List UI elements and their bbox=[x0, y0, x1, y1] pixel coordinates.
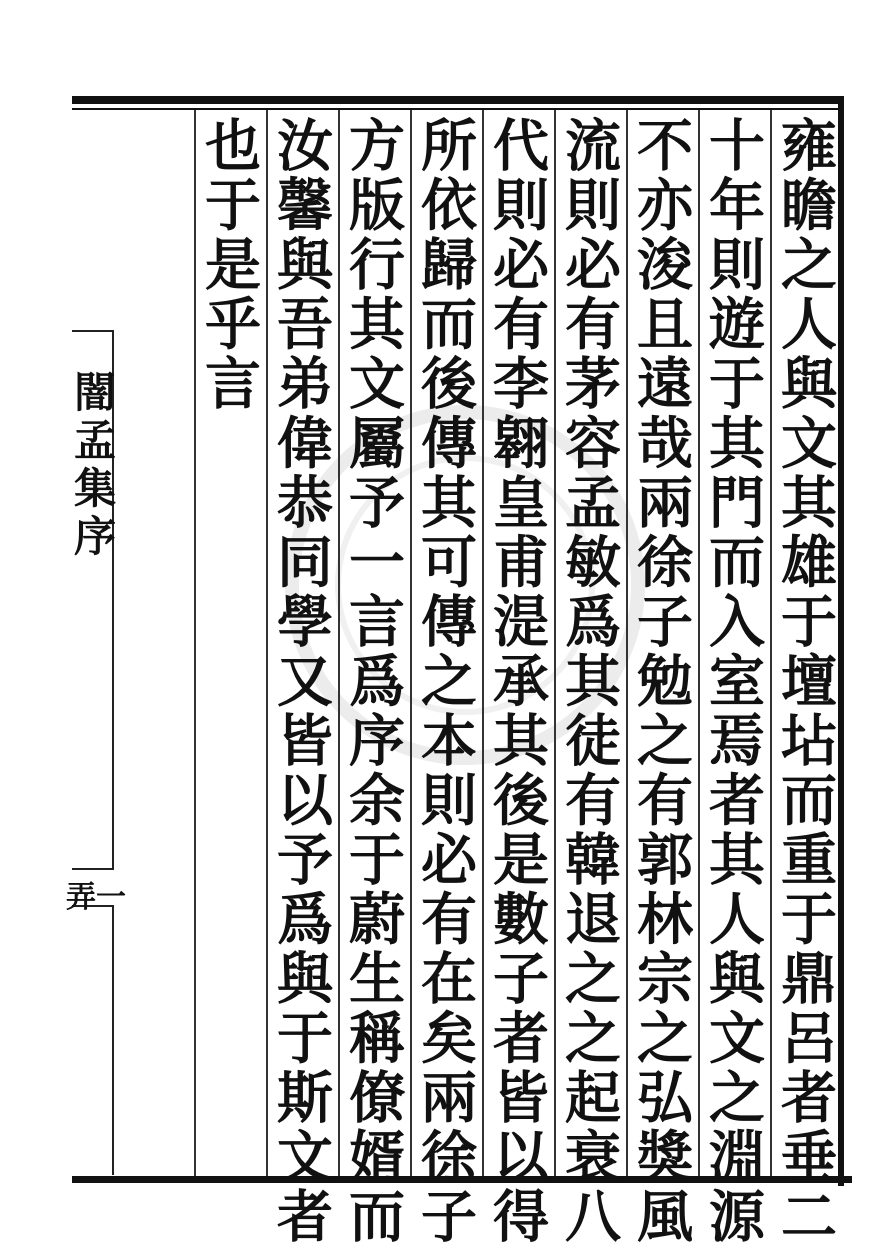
gutter-tick bbox=[72, 868, 114, 870]
text-column-2: 十年則遊于其門而入室焉者其人與文之淵源 bbox=[700, 116, 766, 1247]
text-column-4: 流則必有茅容孟敏爲其徒有韓退之之起衰八 bbox=[556, 116, 622, 1247]
gutter-book-title bbox=[68, 370, 117, 562]
text-column-9: 也于是乎言 bbox=[196, 116, 262, 414]
top-border-thick bbox=[72, 96, 842, 104]
gutter-page-number: 弄一 bbox=[66, 880, 126, 915]
gutter-title-text: 闇孟集 bbox=[68, 370, 117, 514]
gutter-line bbox=[112, 905, 114, 1175]
text-column-7: 方版行其文屬予一言爲序余于蔚生稱僚婿而 bbox=[340, 116, 406, 1247]
right-border bbox=[838, 96, 844, 1186]
text-column-8: 汝馨與吾弟偉恭同學又皆以予爲與于斯文者 bbox=[268, 116, 334, 1247]
text-column-5: 代則必有李翱皇甫湜承其後是數子者皆以得 bbox=[484, 116, 550, 1247]
text-column-3: 不亦浚且遠哉兩徐子勉之有郭林宗之弘獎風 bbox=[628, 116, 694, 1247]
text-column-6: 所依歸而後傳其可傳之本則必有在矣兩徐子 bbox=[412, 116, 478, 1247]
gutter-tick bbox=[72, 330, 114, 332]
text-column-1: 雍瞻之人與文其雄于壇坫而重于鼎呂者垂二 bbox=[772, 116, 838, 1247]
gutter-section-text: 序 bbox=[68, 514, 117, 562]
top-border-thin bbox=[72, 108, 842, 110]
